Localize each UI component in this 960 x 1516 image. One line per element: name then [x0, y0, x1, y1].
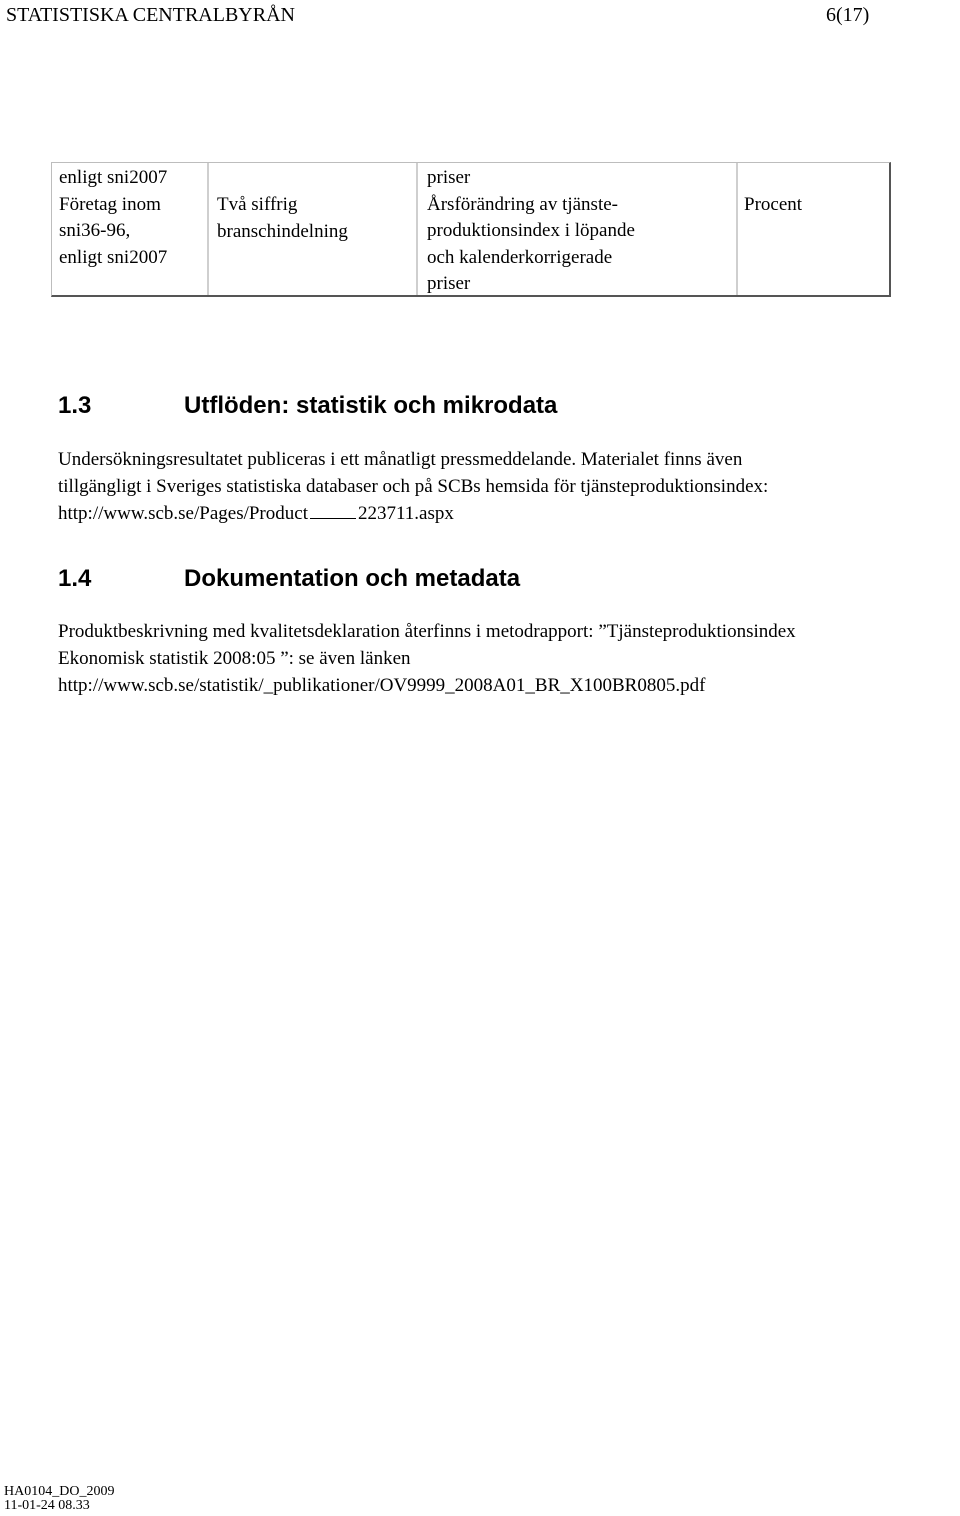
paragraph-line: tillgängligt i Sveriges statistiska databaser och på SCBs hemsida för tjänsteproduktionsindex:	[58, 476, 769, 497]
cell-line: Årsförändring av tjänste-	[427, 193, 618, 215]
footer-date: 11-01-24 08.33	[4, 1498, 90, 1513]
table-cell-company	[52, 163, 209, 295]
section-heading-1-4	[58, 565, 520, 593]
table-cell-classification	[209, 163, 418, 295]
section-number: 1.4	[58, 565, 92, 592]
cell-line: branschindelning	[217, 220, 348, 242]
publication-link[interactable]: http://www.scb.se/statistik/_publikationer/OV9999_2008A01_BR_X100BR0805.pdf	[58, 675, 706, 696]
cell-line: Två siffrig	[217, 194, 298, 215]
cell-line: enligt sni2007	[59, 246, 168, 268]
cell-line: Företag inom	[59, 193, 161, 215]
table-cell-unit	[738, 163, 889, 295]
link-text[interactable]: http://www.scb.se/Pages/Product	[58, 503, 308, 524]
footer	[4, 1485, 114, 1513]
section-title: Dokumentation och metadata	[184, 565, 521, 592]
section-1-4-body	[58, 618, 796, 699]
section-number: 1.3	[58, 392, 92, 419]
footer-doc-id: HA0104_DO_2009	[4, 1484, 115, 1499]
cell-line: priser	[427, 167, 471, 188]
cell-line: priser	[427, 273, 471, 294]
metadata-table	[51, 162, 891, 297]
table-cell-measure	[418, 163, 738, 295]
cell-line: produktionsindex i löpande	[427, 220, 635, 241]
section-1-3-body	[58, 446, 768, 527]
cell-line: och kalenderkorrigerade	[427, 246, 613, 268]
link-text[interactable]: 223711.aspx	[357, 503, 454, 524]
cell-line: Procent	[744, 194, 803, 215]
paragraph-line: Produktbeskrivning med kvalitetsdeklaration återfinns i metodrapport: ”Tjänsteproduktionsindex	[58, 621, 796, 642]
product-link[interactable]	[58, 500, 768, 527]
cell-line: enligt sni2007	[59, 167, 168, 188]
paragraph-line: Ekonomisk statistik 2008:05 ”: se även länken	[58, 648, 411, 669]
header-organization: STATISTISKA CENTRALBYRÅN	[6, 4, 295, 26]
section-heading-1-3	[58, 392, 557, 420]
page-number: 6(17)	[826, 4, 870, 26]
paragraph-line: Undersökningsresultatet publiceras i ett månatligt pressmeddelande. Materialet finns även	[58, 449, 743, 470]
section-title: Utflöden: statistik och mikrodata	[184, 392, 558, 419]
cell-line: sni36-96,	[59, 220, 131, 241]
underline-gap	[310, 503, 356, 519]
